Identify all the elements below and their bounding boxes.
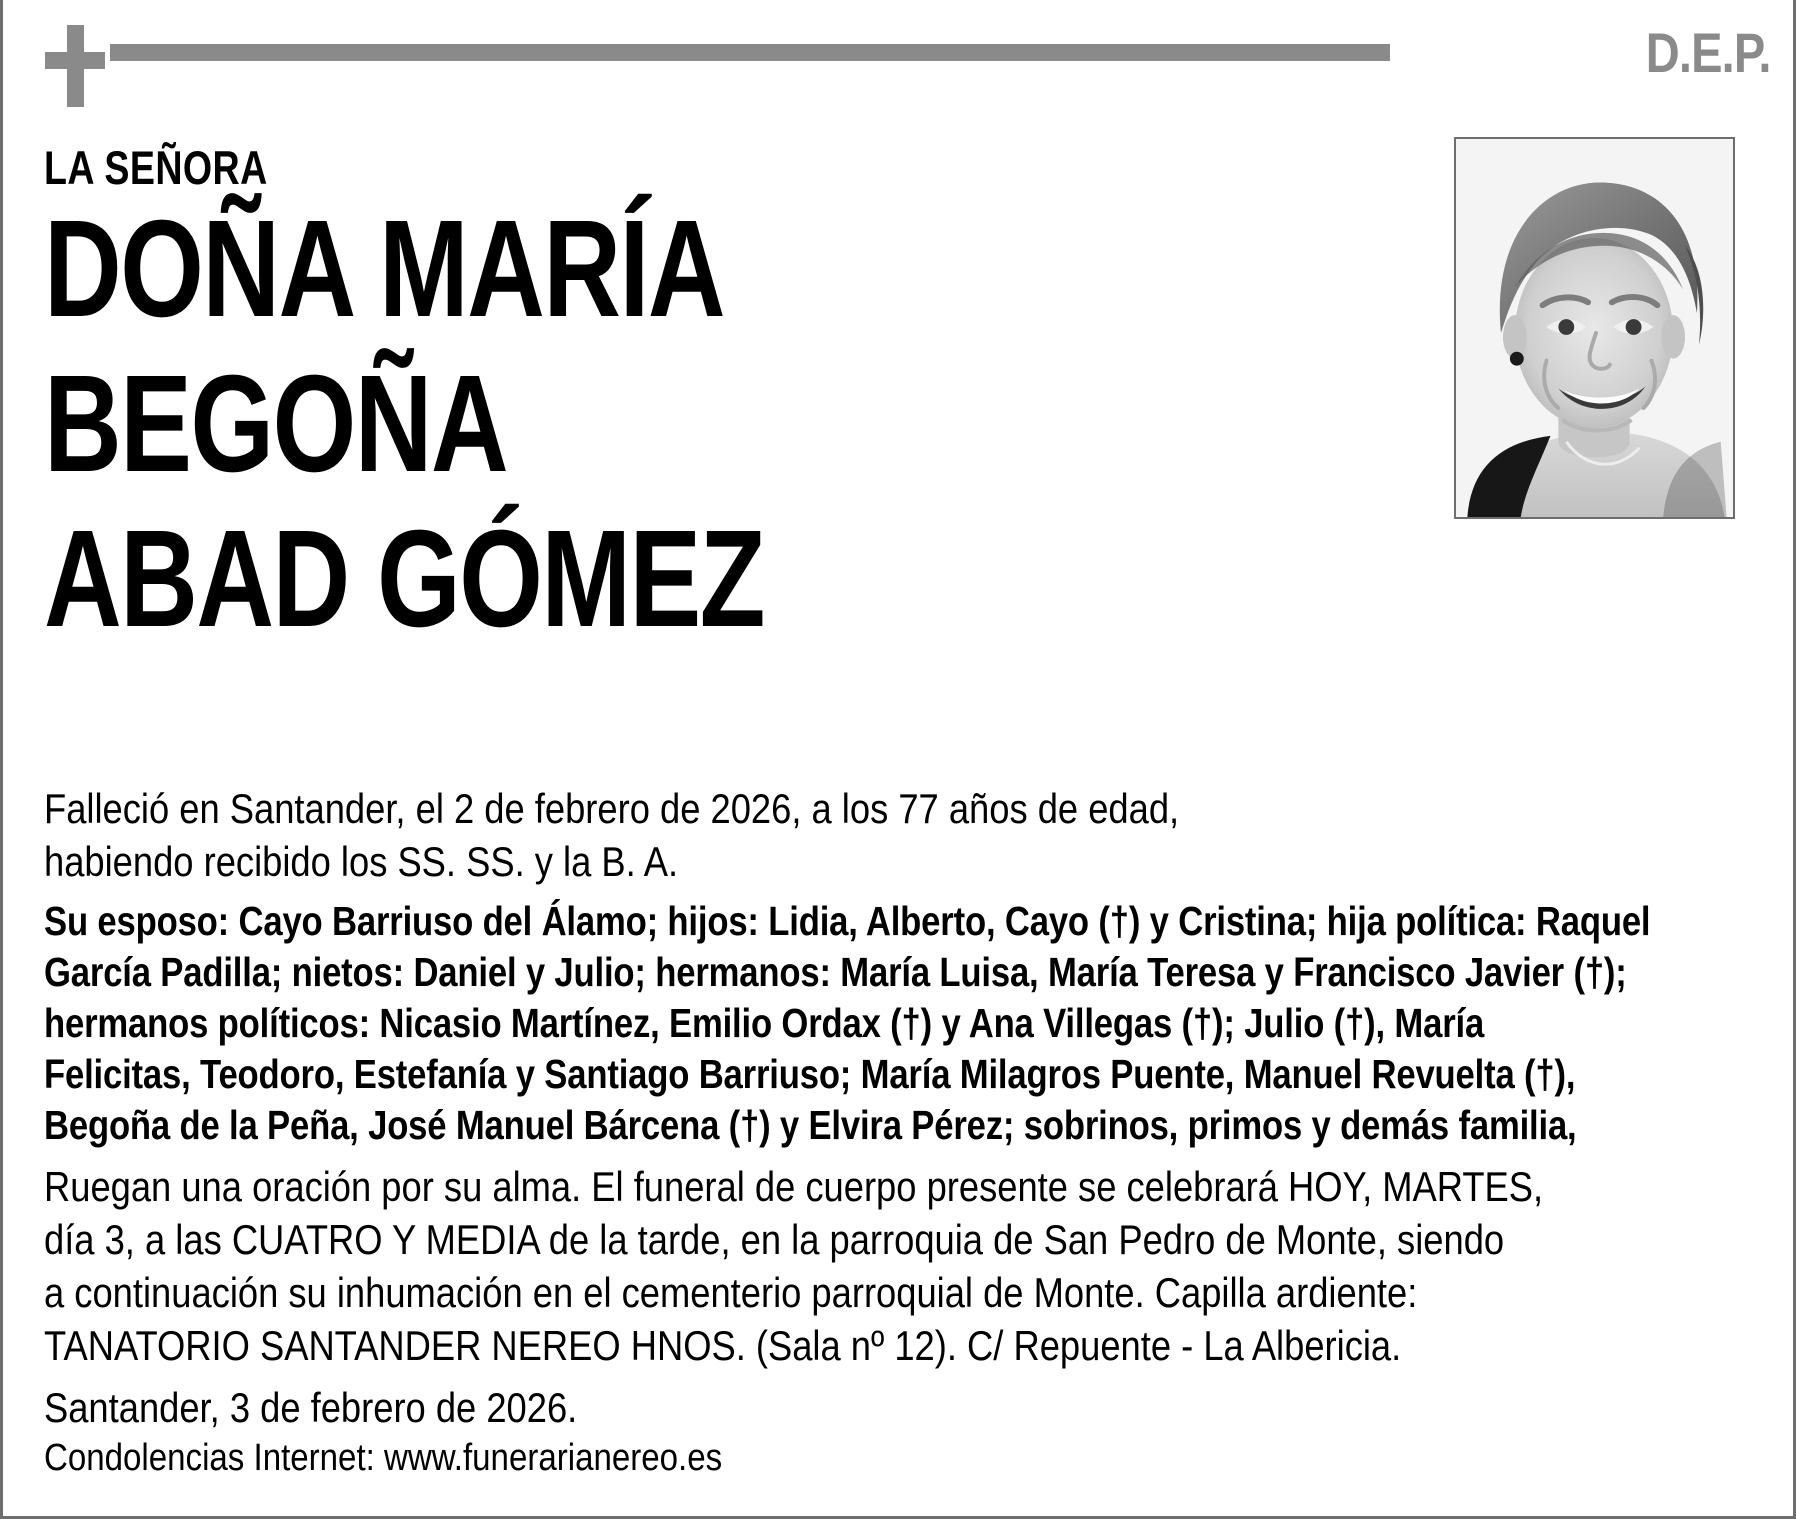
header-rule	[110, 44, 1390, 61]
death-notice-line-2: habiendo recibido los SS. SS. y la B. A.	[44, 838, 679, 885]
family-line-2: García Padilla; nietos: Daniel y Julio; hermanos: María Luisa, María Teresa y Francisco Javier (†);	[44, 949, 1627, 995]
dep-label: D.E.P.	[1646, 21, 1771, 84]
family-line-1: Su esposo: Cayo Barriuso del Álamo; hijos: Lidia, Alberto, Cayo (†) y Cristina; hija política: Raquel	[44, 898, 1651, 944]
death-notice-line-1: Falleció en Santander, el 2 de febrero de 2026, a los 77 años de edad,	[44, 785, 1180, 832]
cross-horizontal-bar	[45, 52, 105, 69]
family-paragraph	[44, 896, 1764, 1151]
name-line-2: BEGOÑA	[44, 347, 508, 501]
portrait-illustration	[1456, 139, 1733, 517]
closing-paragraph	[44, 1381, 1764, 1482]
deceased-name	[44, 192, 1444, 657]
place-date-line: Santander, 3 de febrero de 2026.	[44, 1384, 578, 1431]
family-line-3: hermanos políticos: Nicasio Martínez, Emilio Ordax (†) y Ana Villegas (†); Julio (†), María	[44, 1000, 1485, 1046]
border-left	[0, 0, 3, 1519]
name-line-1: DOÑA MARÍA	[44, 192, 725, 346]
notice-body	[44, 782, 1764, 1482]
name-line-3: ABAD GÓMEZ	[44, 502, 764, 656]
funeral-line-2: día 3, a las CUATRO Y MEDIA de la tarde, en la parroquia de San Pedro de Monte, siendo	[44, 1216, 1505, 1263]
portrait-photo	[1454, 137, 1735, 519]
funeral-line-1: Ruegan una oración por su alma. El funeral de cuerpo presente se celebrará HOY, MARTES,	[44, 1163, 1544, 1210]
notice-header	[0, 0, 1796, 108]
latin-cross-icon	[45, 25, 105, 107]
funeral-line-3: a continuación su inhumación en el cementerio parroquial de Monte. Capilla ardiente:	[44, 1269, 1418, 1316]
funeral-paragraph	[44, 1160, 1764, 1372]
honorific-prefix: LA SEÑORA	[44, 141, 268, 194]
condolences-line[interactable]: Condolencias Internet: www.funerarianereo.es	[44, 1437, 723, 1479]
death-notice-paragraph	[44, 782, 1764, 888]
funeral-line-4: TANATORIO SANTANDER NEREO HNOS. (Sala nº 12). C/ Repuente - La Albericia.	[44, 1322, 1402, 1369]
family-line-5: Begoña de la Peña, José Manuel Bárcena (†) y Elvira Pérez; sobrinos, primos y demás familia,	[44, 1102, 1577, 1148]
family-line-4: Felicitas, Teodoro, Estefanía y Santiago Barriuso; María Milagros Puente, Manuel Revuelta (†),	[44, 1051, 1576, 1097]
